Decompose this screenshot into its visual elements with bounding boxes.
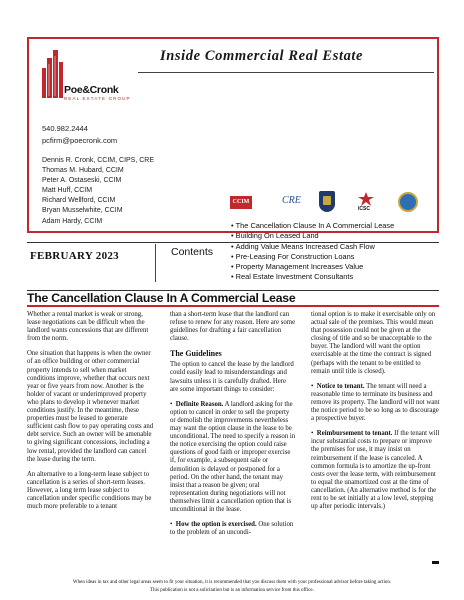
paragraph: tional option is to make it exercisable only on actual sale of the premises. This would mean that possession could not be given at the closing of title and so be unacceptable to the buyer. The landlord will want the option exercisable at the time the contract is signed (perhaps with the tenant to be entitled to remain until title is closed). (311, 311, 436, 375)
contents-heading: Contents (171, 246, 214, 258)
contents-divider (155, 244, 156, 282)
paragraph: Whether a rental market is weak or strong, lease negotiations can be difficult when the landlord wants concessions that are different from the norm. (27, 311, 149, 343)
bullet-paragraph: • Reimbursement to tenant. If the tenant will incur substantial costs to prepare or improve the premises for use, it may insist on reimbursement if the lease is canceled. A common formula is to amortize the up-front costs over the lease term, with reimbursement to equal the unamortized cost at the time of cancellation. (An alternative method is for the rent to be set initially at a low level, stepping up after periodic intervals.) (311, 430, 440, 511)
bullet-lead: Notice to tenant. (316, 382, 365, 390)
icsc-badge-label: ICSC (358, 206, 370, 212)
article-title-rule (27, 305, 439, 307)
bullet-paragraph: • Definite Reason. A landlord asking for the option to cancel in order to sell the property or demolish the improvements nevertheless may want the option clause in the lease to be unconditional. The need to specify a reason in the notice exercising the option could raise questions of good faith or improper exercise if, for example, a subsequent sale or demolition is delayed or postponed for a period. On the other hand, the tenant may insist that a reason be given; oral representation during negotiations will not themselves limit a cancellation option that is unconditional in the lease. (170, 400, 296, 513)
icsc-star-icon (358, 192, 374, 206)
agent-list (42, 156, 154, 227)
title-rule (138, 72, 434, 73)
agent-name: Richard Wellford, CCIM (42, 197, 116, 205)
article-column-3 (311, 311, 440, 511)
disclaimer-line: When ideas in tax and other legal areas seem to fit your situation, it is recommended that you discuss them with your professional advisor before taking action. (72, 580, 392, 585)
section-heading: The Guidelines (170, 349, 222, 359)
paragraph: than a short-term lease that the landlord can refuse to renew for any reason. Here are some guidelines for drafting a fair cancellation clause. (170, 311, 296, 343)
crest-icon (319, 191, 335, 212)
article-column-1 (27, 311, 154, 511)
ccim-badge: CCIM (230, 196, 252, 209)
phone-number[interactable]: 540.982.2444 (42, 124, 88, 133)
disclaimer-footer (0, 579, 464, 595)
article-title: The Cancellation Clause In A Commercial Lease (27, 291, 296, 305)
bullet-paragraph: • How the option is exercised. One solution to the problem of an uncondi- (170, 521, 294, 537)
globe-icon (398, 192, 418, 212)
newsletter-title: Inside Commercial Real Estate (160, 48, 364, 64)
toc-item[interactable]: • The Cancellation Clause In A Commercial Lease (231, 221, 394, 231)
paragraph: One situation that happens is when the owner of an office building or other commercial property intends to sell when market conditions improve, whether that occurs next year or five years from now. Another is the holder of vacant or underimproved property who plans to develop it whenever market conditions justify. In the meantime, these properties must be leased to generate sufficient cash flow to pay operating costs and debt service. Such an owner will be amenable to giving significant concessions, including a low rental, provided the landlord can cancel the lease during the term. (27, 350, 154, 463)
article-column-2 (170, 311, 296, 537)
toc-item[interactable]: • Pre-Leasing For Construction Loans (231, 252, 394, 262)
agent-name: Thomas M. Hubard, CCIM (42, 167, 124, 175)
issue-date: FEBRUARY 2023 (30, 250, 119, 262)
cre-badge: CRE (282, 195, 301, 206)
bullet-lead: Definite Reason. (175, 400, 224, 408)
bullet-lead: Reimbursement to tenant. (316, 430, 393, 438)
toc-item[interactable]: • Adding Value Means Increased Cash Flow (231, 242, 394, 252)
logo-wordmark: Poe&Cronk (64, 84, 119, 96)
bullet-paragraph: • Notice to tenant. The tenant will need a reasonable time to terminate its business and remove its property. The landlord will not want the notice period to be so long as to discourage a prospective buyer. (311, 382, 440, 423)
paragraph: The option to cancel the lease by the landlord could easily lead to misunderstandings and lawsuits unless it is carefully drafted. Here are some important things to consider: (170, 361, 294, 393)
continue-arrow-icon (432, 561, 439, 564)
toc-item[interactable]: • Property Management Increases Value (231, 262, 394, 272)
agent-name: Adam Hardy, CCIM (42, 217, 103, 225)
toc-item[interactable]: • Real Estate Investment Consultants (231, 272, 394, 282)
toc-item[interactable]: • Building On Leased Land (231, 231, 394, 241)
table-of-contents (231, 221, 394, 283)
email-address[interactable]: pcfirm@poecronk.com (42, 136, 118, 145)
agent-name: Bryan Musselwhite, CCIM (42, 207, 123, 215)
agent-name: Matt Huff, CCIM (42, 187, 93, 195)
paragraph: An alternative to a long-term lease subject to cancellation is a series of short-term leases. However, a long term lease subject to cancellation under specific conditions may be much more preferable to a tenant (27, 470, 152, 511)
logo-tagline: REAL ESTATE GROUP (64, 96, 131, 101)
disclaimer-line: This publication is not a solicitation but is an information service from this office. (150, 588, 314, 593)
bullet-lead: How the option is exercised. (175, 521, 257, 529)
agent-name: Peter A. Ostaseski, CCIM (42, 177, 122, 185)
agent-name: Dennis R. Cronk, CCIM, CIPS, CRE (42, 157, 155, 164)
